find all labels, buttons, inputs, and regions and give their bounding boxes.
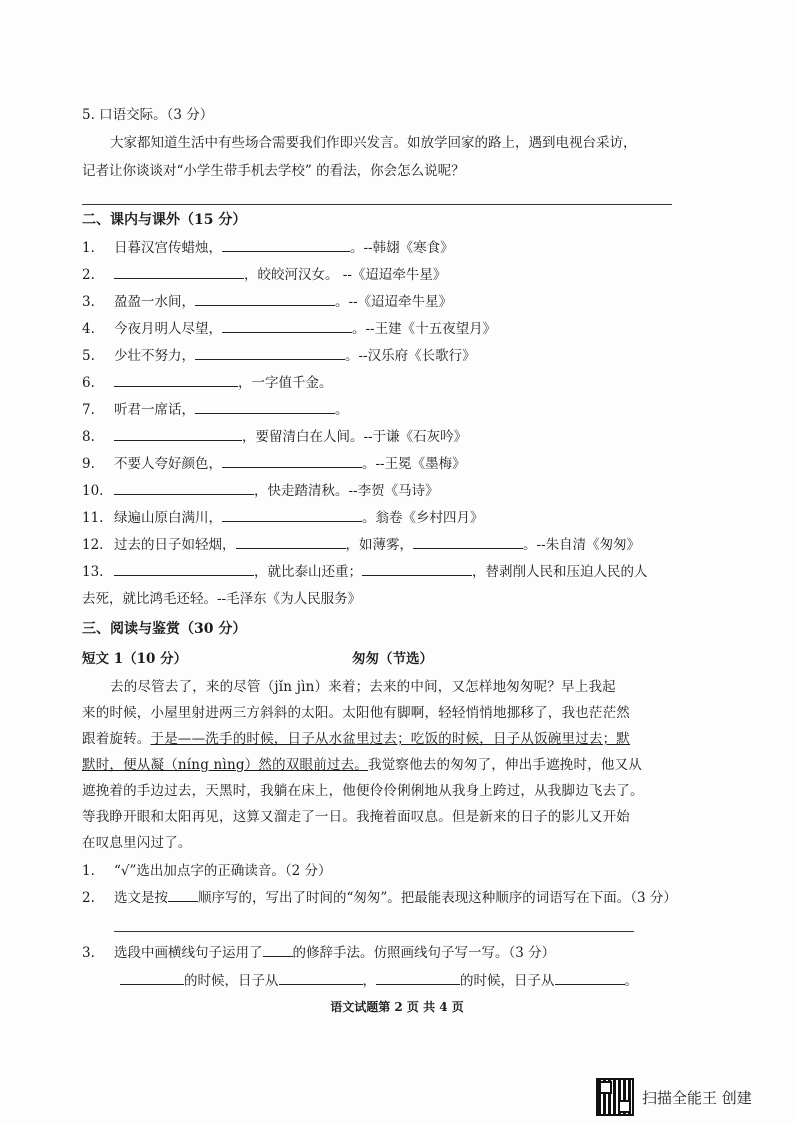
item-pre: 绿遍山原白满川， [114,510,222,526]
poem-item-1 [82,237,672,259]
item-pre: 不要人夸好颜色， [114,456,222,472]
item-post: ，快走踏清秋。--李贺《马诗》 [254,483,439,499]
fill-text: 。 [624,973,638,989]
passage-header [82,648,672,670]
reading-q3-fill [82,970,672,992]
passage-fragment: 跟着旋转。 [82,731,151,747]
question-text: “√”选出加点字的正确读音。（2 分） [114,863,332,879]
poem-item-4 [82,318,672,340]
reading-q3 [82,942,672,964]
underlined-sentence: 默时，便从凝（níng nìng）然的双眼前过去。 [82,757,368,773]
q5-title: 5. 口语交际。（3 分） [82,107,214,123]
passage-line: 来的时候，小屋里射进两三方斜斜的太阳。太阳他有脚啊，轻轻悄悄地挪移了，我也茫茫然 [82,705,630,721]
item-post: 。--《迢迢牵牛星》 [335,294,453,310]
item-pre: 日暮汉宫传蜡烛， [114,240,222,256]
reading-q1 [82,860,672,882]
question-pre: 选文是按 [114,890,168,906]
scanner-label: 扫描全能王 创建 [642,1088,752,1107]
answer-blank[interactable] [222,453,362,468]
passage-text [82,674,672,856]
poem-item-11 [82,507,672,529]
item-number: 12. [82,537,104,553]
passage-line: 等我睁开眼和太阳再见，这算又溜走了一日。我掩着面叹息。但是新来的日子的影儿又开始 [82,809,630,825]
poem-item-2 [82,264,672,286]
question-post: 的修辞手法。仿照画线句子写一写。（3 分） [292,945,556,961]
answer-blank[interactable] [120,970,184,985]
item-pre: 过去的日子如轻烟， [114,537,236,553]
answer-blank[interactable] [195,399,335,414]
answer-blank[interactable] [555,970,625,985]
item-post: ，皎皎河汉女。 --《迢迢牵牛星》 [244,267,447,283]
scanner-watermark [596,1078,752,1116]
answer-blank[interactable] [114,480,254,495]
poem-item-6 [82,372,672,394]
answer-blank[interactable] [362,561,472,576]
item-post: 。--朱自清《匆匆》 [523,537,641,553]
item-number: 3. [82,294,95,310]
poem-item-9 [82,453,672,475]
passage-line: 去的尽管去了，来的尽管（jǐn jìn）来着；去来的中间，又怎样地匆匆呢？早上我起 [110,679,616,695]
item-number: 9. [82,456,95,472]
item-number: 4. [82,321,95,337]
item-pre: 听君一席话， [114,402,195,418]
fill-text: 的时候，日子从 [460,973,555,989]
section3-title: 三、阅读与鉴赏（30 分） [82,621,247,637]
passage-line [82,752,672,778]
q5-text-line1: 大家都知道生活中有些场合需要我们作即兴发言。如放学回家的路上，遇到电视台采访， [110,135,637,151]
page-footer: 语文试题第 2 页 共 4 页 [330,1000,464,1014]
item-post: 。翁卷《乡村四月》 [362,510,484,526]
answer-blank[interactable] [263,942,293,957]
passage-title: 匆匆（节选） [352,651,433,667]
poem-item-10 [82,480,672,502]
poem-item-12 [82,534,672,556]
poem-item-7 [82,399,672,421]
question-post: 顺序写的，写出了时间的“匆匆”。把最能表现这种顺序的词语写在下面。（3 分） [198,890,677,906]
item-mid: ，就比泰山还重； [254,564,362,580]
item-post: 。--韩翃《寒食》 [350,240,454,256]
item-number: 2. [82,267,95,283]
answer-blank[interactable] [376,970,460,985]
item-number: 1. [82,240,95,256]
passage-line: 遮挽着的手边过去，天黑时，我躺在床上，他便伶伶俐俐地从我身上跨过，从我脚边飞去了。 [82,783,644,799]
q5-text-line2: 记者让你谈谈对“小学生带手机去学校” 的看法，你会怎么说呢？ [82,163,465,179]
answer-blank[interactable] [168,887,198,902]
item-post: ，替剥削人民和压迫人民的人 [472,564,648,580]
passage-line: 在叹息里闪过了。 [82,835,192,851]
passage-fragment: 我觉察他去的匆匆了，伸出手遮挽时，他又从 [368,757,642,773]
answer-blank[interactable] [114,561,254,576]
answer-blank[interactable] [222,507,362,522]
section2-title: 二、课内与课外（15 分） [82,212,247,228]
answer-blank[interactable] [279,970,363,985]
item-number: 13. [82,564,104,580]
item-pre: 少壮不努力， [114,348,195,364]
answer-blank[interactable] [222,237,350,252]
answer-blank[interactable] [114,372,238,387]
item-mid: ，如薄雾， [345,537,413,553]
poem-item-13-line2: 去死，就比鸿毛还轻。--毛泽东《为人民服务》 [82,591,362,607]
item-number: 5. [82,348,95,364]
item-post: ，要留清白在人间。--于谦《石灰吟》 [242,429,468,445]
answer-blank[interactable] [236,534,346,549]
passage-label: 短文 1（10 分） [82,651,188,667]
answer-blank[interactable] [222,318,352,333]
item-post: 。--王建《十五夜望月》 [352,321,497,337]
item-number: 11. [82,510,104,526]
page-content [82,104,677,992]
poem-item-8 [82,426,672,448]
answer-line[interactable] [114,909,634,932]
answer-blank[interactable] [195,345,345,360]
item-number: 8. [82,429,95,445]
question-pre: 选段中画横线句子运用了 [114,945,263,961]
item-number: 6. [82,375,95,391]
poem-item-3 [82,291,672,313]
item-pre: 盈盈一水间， [114,294,195,310]
item-post: 。--汉乐府《长歌行》 [345,348,476,364]
item-pre: 今夜月明人尽望， [114,321,222,337]
item-post: 。--王冕《墨梅》 [362,456,466,472]
item-number: 7. [82,402,95,418]
poem-item-13 [82,561,672,583]
answer-blank[interactable] [413,534,523,549]
item-number: 10. [82,483,104,499]
answer-blank[interactable] [114,426,242,441]
item-number: 2. [82,890,95,906]
item-number: 3. [82,945,95,961]
item-post: ，一字值千金。 [238,375,333,391]
fill-text: 的时候，日子从 [184,973,279,989]
answer-blank[interactable] [114,264,244,279]
qr-code-icon [596,1078,634,1116]
section2-list [82,237,672,610]
item-number: 1. [82,863,95,879]
answer-blank[interactable] [195,291,335,306]
fill-text: ， [362,973,376,989]
item-post: 。 [335,402,349,418]
passage-line [82,726,672,752]
reading-q2 [82,887,677,909]
answer-rule [82,204,672,205]
poem-item-5 [82,345,672,367]
underlined-sentence: 于是——洗手的时候，日子从水盆里过去；吃饭的时候，日子从饭碗里过去；默 [150,731,630,747]
